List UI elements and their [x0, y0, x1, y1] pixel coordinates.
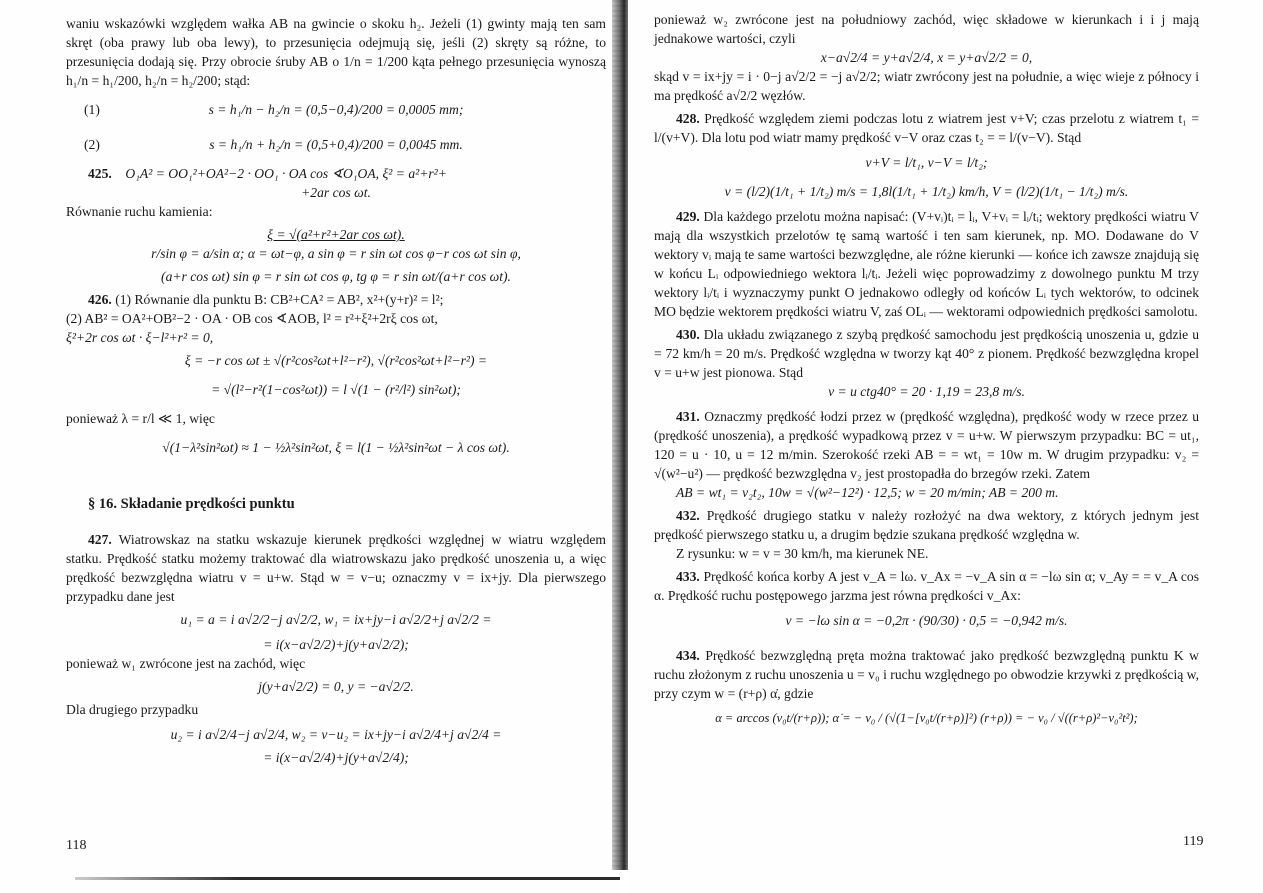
equation-text: u₂ = i a√2/4−j a√2/4, w₂ = v−u₂ = ix+jy−i a√2/4+j a√2/4 =	[170, 727, 502, 742]
equation-text: (a+r cos ωt) sin φ = r sin ωt cos φ, tg φ = r sin ωt/(a+r cos ωt).	[161, 269, 511, 284]
equation-text: x−a√2/4 = y+a√2/4, x = y+a√2/2 = 0,	[820, 50, 1033, 65]
problem-431	[654, 407, 1199, 483]
paragraph-text: Prędkość drugiego statku v należy rozłożyć na dwa wektory, z których jednym jest prędkość pierwszego statku u, a drugim będzie szukana prędkość względna w.	[654, 508, 1199, 542]
problem-number: 426.	[88, 292, 112, 307]
page-number: 118	[66, 838, 87, 853]
equation-text: = √(l²−r²(1−cos²ωt)) = l √(1 − (r²/l²) sin²ωt);	[211, 382, 461, 397]
paragraph-text: ponieważ w₁ zwrócone jest na zachód, więc	[66, 656, 306, 671]
paragraph-text: ponieważ w₂ zwrócone jest na południowy zachód, więc składowe w kierunkach i i j mają jednakowe wartości, czyli	[654, 12, 1199, 46]
problem-number: 429.	[676, 209, 700, 224]
equation-text: α = arccos (v₀t/(r+ρ)); α̇ = − v₀ / (√(1−[v₀t/(r+ρ)]²) (r+ρ)) = − v₀ / √((r+ρ)²−v₀²t²);	[715, 711, 1138, 725]
equation-text: ξ²+2r cos ωt · ξ−l²+r² = 0,	[66, 330, 214, 345]
problem-number: 428.	[676, 111, 700, 126]
equation-2	[66, 135, 606, 154]
equation-1	[66, 100, 606, 119]
problem-number: 430.	[676, 327, 700, 342]
page-number: 119	[1183, 834, 1204, 849]
problem-number: 433.	[676, 569, 700, 584]
equation-text: v = −lω sin α = −0,2π · (90/30) · 0,5 = −0,942 m/s.	[785, 613, 1068, 628]
equation-text: s = h₁/n − h₂/n = (0,5−0,4)/200 = 0,0005 mm;	[208, 102, 464, 117]
problem-430	[654, 325, 1199, 382]
problem-434	[654, 646, 1199, 703]
equation-label: (1)	[84, 102, 100, 117]
problem-number: 434.	[676, 648, 700, 663]
problem-432	[654, 506, 1199, 544]
paragraph-text: (2) AB² = OA²+OB²−2 · OA · OB cos ∢AOB, l² = r²+ξ²+2rξ cos ωt,	[66, 311, 438, 326]
section-heading: § 16. Składanie prędkości punktu	[88, 496, 295, 512]
left-page-body	[66, 14, 606, 767]
paragraph-text: ponieważ λ = r/l ≪ 1, więc	[66, 411, 215, 426]
paragraph-text: Dla każdego przelotu można napisać: (V+vᵢ)tᵢ = lᵢ, V+vᵢ = lᵢ/tᵢ; wektory prędkości wiatru V mają dla wszystkich przelotów tę samą wartość i ten sam kierunek, np. MO. Dodawane do V wektory vᵢ mają te same wartości bezwzględne, ale różne kierunki — końce ich zawsze znajdują się w końcu Lᵢ odpowiedniego wektora lᵢ/tᵢ. Jeżeli więc poprowadzimy z dowolnego punktu M trzy wektory lᵢ/tᵢ i wyznaczymy punkt O jednakowo odległy od końców Lᵢ tych wektorów, to odcinek MO będzie wektorem prędkości wiatru V, zaś OLᵢ — wektorami odpowiednich prędkości samolotu.	[654, 209, 1199, 319]
paragraph-text: Równanie ruchu kamienia:	[66, 204, 213, 219]
paragraph-text: Z rysunku: w = v = 30 km/h, ma kierunek NE.	[676, 546, 929, 561]
equation-text: v = (l/2)(1/t₁ + 1/t₂) m/s = 1,8l(1/t₁ + 1/t₂) km/h, V = (l/2)(1/t₁ − 1/t₂) m/s.	[724, 184, 1129, 199]
left-page	[0, 0, 620, 893]
right-page	[628, 0, 1263, 893]
paragraph-text: Dla drugiego przypadku	[66, 702, 199, 717]
equation-text: = i(x−a√2/2)+j(y+a√2/2);	[263, 637, 409, 652]
paragraph-text: Prędkość bezwzględną pręta można traktować jako prędkość bezwzględną punktu K w ruchu złożonym z ruchu unoszenia u = v₀ i ruchu względnego po obwodzie krzywki z prędkością w, przy czym w = (r+ρ) α̇, gdzie	[654, 648, 1199, 701]
equation-continuation: +2ar cos ωt.	[301, 185, 371, 200]
page-edge	[75, 877, 620, 880]
paragraph-424-continuation: waniu wskazówki względem wałka AB na gwincie o skoku h₂. Jeżeli (1) gwinty mają ten sam skręt (oba prawy lub oba lewy), to przesunięcia odejmują się, jeśli (2) skręty są różne, to przesunięcia dodają się. Przy obrocie śruby AB o 1/n = 1/200 kąta pełnego przesunięcia wynoszą h₁/n = h₁/200, h₂/n = h₂/200; stąd:	[66, 16, 606, 88]
equation-text: ξ = −r cos ωt ± √(r²cos²ωt+l²−r²), √(r²cos²ωt+l²−r²) =	[184, 353, 488, 368]
problem-426	[66, 290, 606, 309]
equation-motion: ξ = √(a²+r²+2ar cos ωt).	[267, 227, 405, 242]
problem-425-equation	[66, 164, 606, 183]
equation-text: √(1−λ²sin²ωt) ≈ 1 − ½λ²sin²ωt, ξ = l(1 − ½λ²sin²ωt − λ cos ωt).	[162, 440, 510, 455]
paragraph-text: skąd v = ix+jy = i · 0−j a√2/2 = −j a√2/2; wiatr zwrócony jest na południe, a więc wieje z północy i ma prędkość a√2/2 węzłów.	[654, 69, 1199, 103]
equation-text: O₁A² = OO₁²+OA²−2 · OO₁ · OA cos ∢O₁OA, ξ² = a²+r²+	[125, 166, 447, 181]
problem-number: 427.	[88, 532, 112, 547]
problem-433	[654, 567, 1199, 605]
equation-text: AB = wt₁ = v₂t₂, 10w = √(w²−12²) · 12,5; w = 20 m/min; AB = 200 m.	[676, 485, 1059, 500]
problem-number: 425.	[88, 166, 112, 181]
equation-text: v+V = l/t₁, v−V = l/t₂;	[865, 155, 988, 170]
equation-text: j(y+a√2/2) = 0, y = −a√2/2.	[258, 679, 414, 694]
problem-428	[654, 109, 1199, 147]
problem-427	[66, 530, 606, 606]
equation-text: v = u ctg40° = 20 · 1,19 = 23,8 m/s.	[828, 384, 1025, 399]
problem-number: 431.	[676, 409, 700, 424]
paragraph-text: Prędkość końca korby A jest v_A = lω. v_Ax = −v_A sin α = −lω sin α; v_Ay = = v_A cos α. Prędkość ruchu postępowego jarzma jest równa prędkości v_Ax:	[654, 569, 1199, 603]
paragraph-text: Dla układu związanego z szybą prędkość samochodu jest prędkością unoszenia u, gdzie u = 72 km/h = 20 m/s. Prędkość względna w tworzy kąt 40° z pionem. Prędkość bezwzględna kropel v = u+w jest pionowa. Stąd	[654, 327, 1199, 380]
equation-label: (2)	[84, 137, 100, 152]
paragraph-text: Oznaczmy prędkość łodzi przez w (prędkość względna), prędkość wody w rzece przez u (prędkość unoszenia), a prędkość wypadkową przez v = u+w. W pierwszym przypadku: BC = ut₁, 120 = u · 10, u = 12 m/min. Szerokość rzeki AB = = wt₁ = 10w m. W drugim przypadku: v₂ = √(w²−u²) — prędkość bezwzględna v₂ jest prostopadła do brzegów rzeki. Zatem	[654, 409, 1199, 481]
paragraph-text: (1) Równanie dla punktu B: CB²+CA² = AB², x²+(y+r)² = l²;	[115, 292, 444, 307]
paragraph-text: Wiatrowskaz na statku wskazuje kierunek prędkości względnej w wiatru względem statku. Prędkość statku możemy traktować dla wiatrowskazu jako prędkość unoszenia u, a więc prędkość bezwzględna wiatru v = u+w. Stąd w = v−u; oznaczmy v = ix+jy. Dla pierwszego przypadku dane jest	[66, 532, 606, 604]
equation-text: u₁ = a = i a√2/2−j a√2/2, w₁ = ix+jy−i a√2/2+j a√2/2 =	[180, 612, 492, 627]
paragraph-text: Prędkość względem ziemi podczas lotu z wiatrem jest v+V; czas przelotu z wiatrem t₁ = l/(v+V). Dla lotu pod wiatr mamy prędkość v−V oraz czas t₂ = = l/(v−V). Stąd	[654, 111, 1199, 145]
equation-text: s = h₁/n + h₂/n = (0,5+0,4)/200 = 0,0045 mm.	[209, 137, 463, 152]
right-page-body	[654, 10, 1199, 728]
problem-429	[654, 207, 1199, 321]
equation-text: r/sin φ = a/sin α; α = ωt−φ, a sin φ = r sin ωt cos φ−r cos ωt sin φ,	[151, 246, 521, 261]
equation-text: = i(x−a√2/4)+j(y+a√2/4);	[263, 750, 409, 765]
problem-number: 432.	[676, 508, 700, 523]
